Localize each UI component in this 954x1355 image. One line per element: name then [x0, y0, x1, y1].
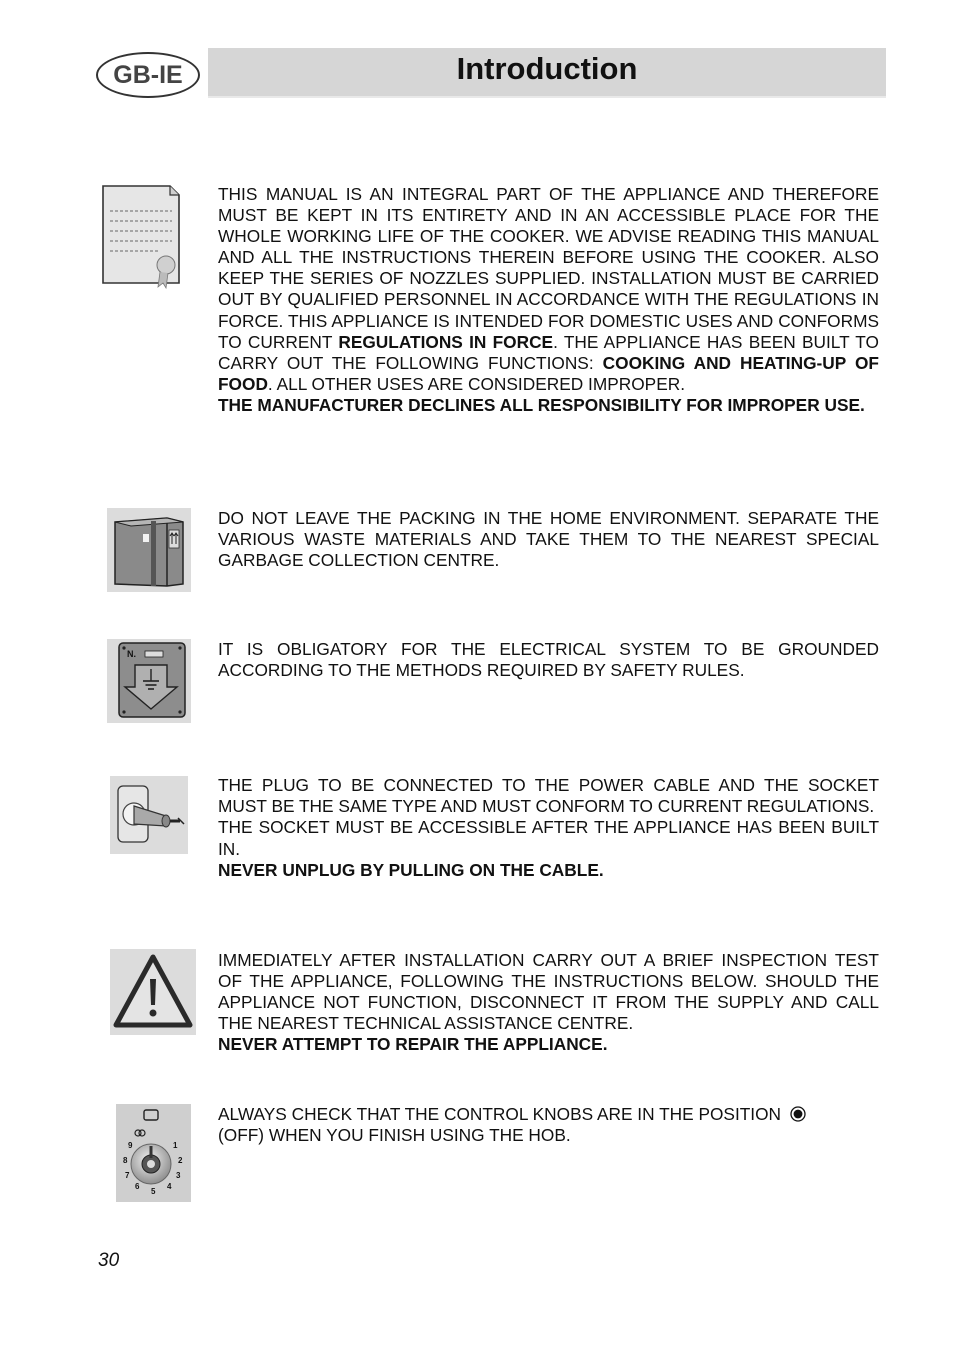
- grounding-text-block: [218, 639, 879, 681]
- knob-number: 7: [125, 1171, 130, 1180]
- off-position-icon: [790, 1106, 806, 1122]
- packing-box-icon: [107, 508, 191, 592]
- knob-text-part: (OFF) WHEN YOU FINISH USING THE HOB.: [218, 1125, 571, 1146]
- knob-number: 6: [135, 1182, 140, 1191]
- control-knob-icon: [116, 1104, 191, 1202]
- manufacturer-disclaimer-text: THE MANUFACTURER DECLINES ALL RESPONSIBILITY FOR IMPROPER USE.: [218, 394, 865, 415]
- knob-text-part: ALWAYS CHECK THAT THE CONTROL KNOBS ARE IN THE POSITION: [218, 1104, 786, 1124]
- manual-text-part: . ALL OTHER USES ARE CONSIDERED IMPROPER.: [267, 373, 686, 394]
- knob-text-block: [218, 1104, 879, 1146]
- knob-paragraph: [218, 1104, 879, 1146]
- grounding-plate-icon: [107, 639, 191, 723]
- certificate-document-icon: [100, 183, 182, 291]
- page-number: 30: [98, 1250, 120, 1271]
- repair-warning-text: NEVER ATTEMPT TO REPAIR THE APPLIANCE.: [218, 1034, 608, 1055]
- plug-paragraph-1: THE PLUG TO BE CONNECTED TO THE POWER CABLE AND THE SOCKET MUST BE THE SAME TYPE AND MUST CONFORM TO CURRENT REGULATIONS.: [218, 775, 879, 817]
- repair-warning: [218, 1034, 879, 1055]
- plug-warning: [218, 860, 879, 881]
- packing-text-block: [218, 508, 879, 571]
- manual-text-block: [218, 184, 879, 416]
- knob-number: 3: [176, 1171, 181, 1180]
- logo-text: GB-IE: [113, 60, 183, 89]
- knob-number: 1: [173, 1141, 178, 1150]
- manufacturer-disclaimer: [218, 395, 879, 416]
- page-title: Introduction: [456, 51, 638, 86]
- plug-socket-icon: [110, 776, 188, 854]
- knob-number: 8: [123, 1156, 128, 1165]
- manual-text-bold: REGULATIONS IN FORCE: [338, 331, 554, 352]
- knob-number: 2: [178, 1156, 183, 1165]
- plug-warning-text: NEVER UNPLUG BY PULLING ON THE CABLE.: [218, 860, 604, 881]
- grounding-plate-label: N.: [127, 649, 136, 659]
- knob-number: 5: [151, 1187, 156, 1196]
- warning-triangle-icon: [110, 949, 196, 1035]
- inspection-paragraph: IMMEDIATELY AFTER INSTALLATION CARRY OUT A BRIEF INSPECTION TEST OF THE APPLIANCE, FOLLOWING THE INSTRUCTIONS BELOW. SHOULD THE APPLIANCE NOT FUNCTION, DISCONNECT IT FROM THE SUPPLY AND CALL THE NEAREST TECHNICAL ASSISTANCE CENTRE.: [218, 950, 879, 1034]
- packing-paragraph: DO NOT LEAVE THE PACKING IN THE HOME ENVIRONMENT. SEPARATE THE VARIOUS WASTE MATERIALS AND TAKE THEM TO THE NEAREST SPECIAL GARBAGE COLLECTION CENTRE.: [218, 508, 879, 571]
- gb-ie-logo: [96, 52, 200, 98]
- knob-number: 9: [128, 1141, 133, 1150]
- plug-paragraph-2: THE SOCKET MUST BE ACCESSIBLE AFTER THE APPLIANCE HAS BEEN BUILT IN.: [218, 817, 879, 859]
- page-title-bar: [208, 48, 886, 98]
- inspection-text-block: [218, 950, 879, 1055]
- manual-paragraph: [218, 184, 879, 395]
- grounding-paragraph: IT IS OBLIGATORY FOR THE ELECTRICAL SYSTEM TO BE GROUNDED ACCORDING TO THE METHODS REQUIRED BY SAFETY RULES.: [218, 639, 879, 681]
- manual-text-part: THIS MANUAL IS AN INTEGRAL PART OF THE APPLIANCE AND THEREFORE MUST BE KEPT IN ITS ENTIRETY AND IN AN ACCESSIBLE PLACE FOR THE WHOLE WORKING LIFE OF THE COOKER. WE ADVISE READING THIS MANUAL AND ALL THE INSTRUCTIONS THEREIN BEFORE USING THE COOKER. ALSO KEEP THE SERIES OF NOZZLES SUPPLIED. INSTALLATION MUST BE CARRIED OUT BY QUALIFIED PERSONNEL IN ACCORDANCE WITH THE REGULATIONS IN FORCE. THIS APPLIANCE IS INTENDED FOR DOMESTIC USES AND CONFORMS TO CURRENT: [218, 184, 879, 352]
- knob-number: 4: [167, 1182, 172, 1191]
- manual-text-part: . THE APPLIANCE HAS BEEN BUILT TO CARRY OUT THE FOLLOWING FUNCTIONS:: [218, 331, 879, 373]
- manual-functions-bold: COOKING AND HEATING-UP OF FOOD: [218, 352, 879, 394]
- plug-text-block: [218, 775, 879, 881]
